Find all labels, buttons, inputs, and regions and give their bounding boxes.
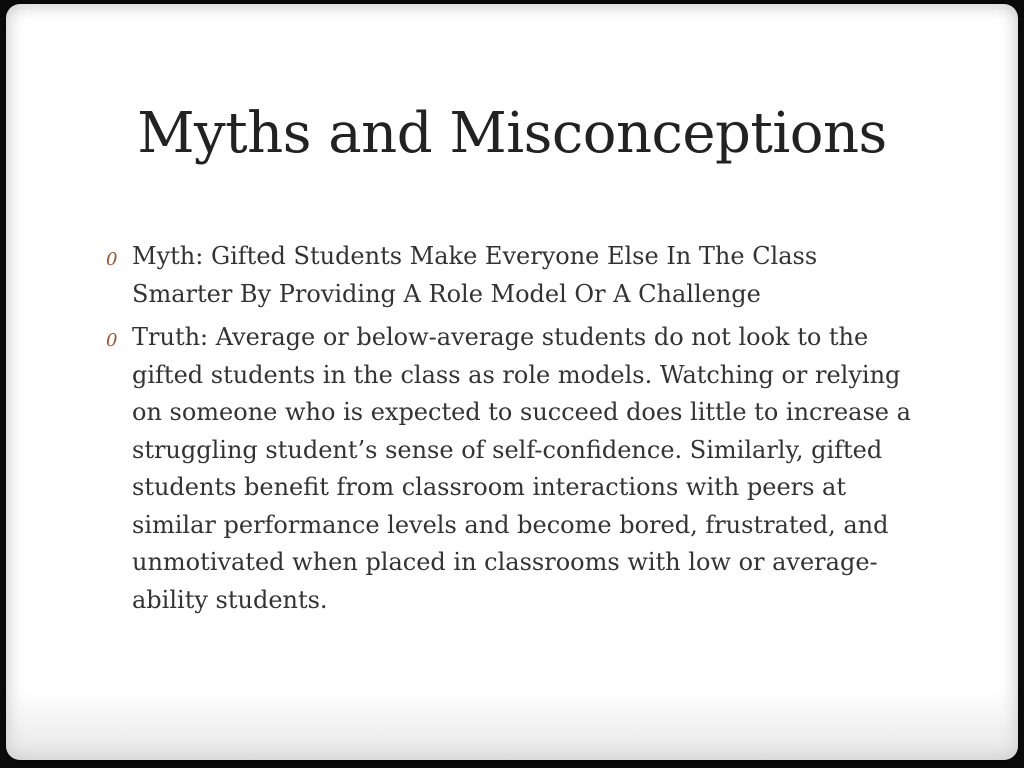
- slide: [6, 4, 1018, 760]
- bullet-item-myth: [104, 238, 924, 313]
- bullet-marker-icon: 0: [106, 330, 118, 351]
- slide-title: Myths and Misconceptions: [137, 101, 887, 166]
- bullet-marker-icon: 0: [106, 249, 118, 270]
- bullet-item-truth: [104, 319, 924, 619]
- bullet-list: [104, 238, 924, 625]
- bullet-text-truth: Truth: Average or below-average students do not look to the gifted students in the class as role models. Watching or relying on someone who is expected to succeed does little to increase a struggling student’s sense of self-confidence. Similarly, gifted students benefit from classroom interactions with peers at similar performance levels and become bored, frustrated, and unmotivated when placed in classrooms with low or average-ability students.: [132, 323, 911, 614]
- bullet-text-myth: Myth: Gifted Students Make Everyone Else In The Class Smarter By Providing A Role Model Or A Challenge: [132, 242, 818, 308]
